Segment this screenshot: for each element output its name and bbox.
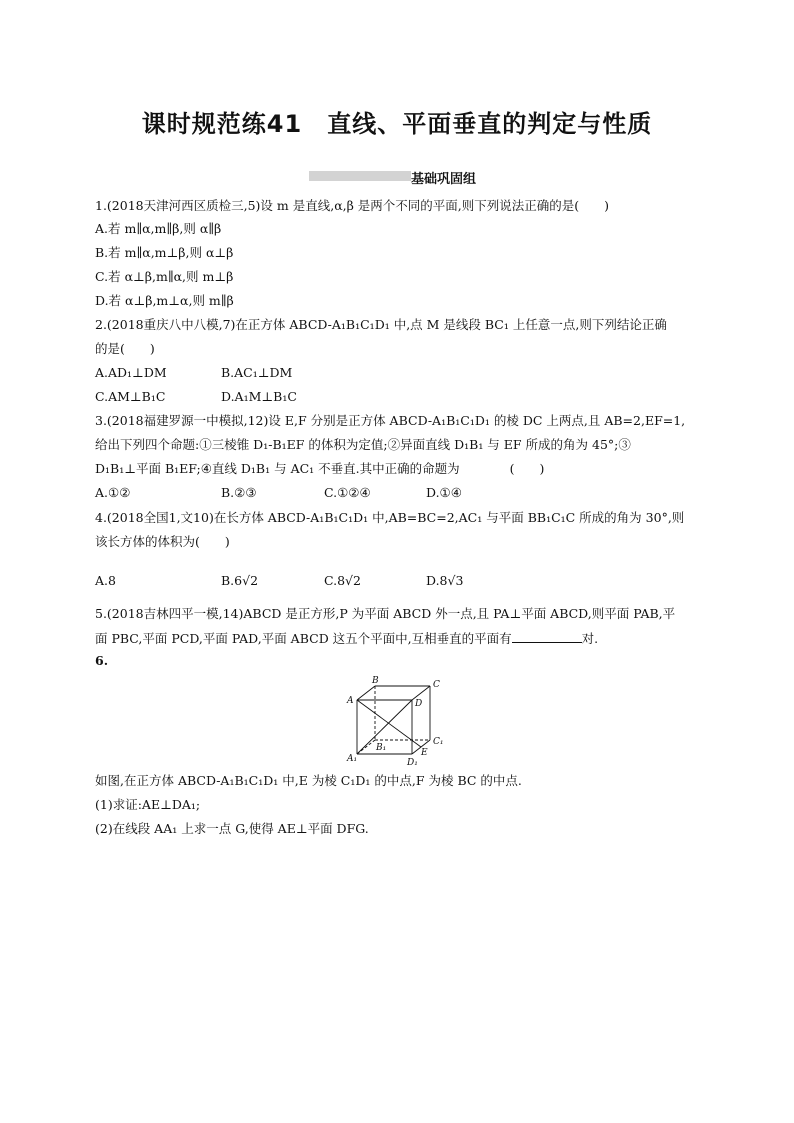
edge-dc [412,686,430,700]
q2-option-c: C.AM⊥B₁C [95,389,166,404]
q3-option-b: B.②③ [221,485,257,500]
q5-stem-text: 面 PBC,平面 PCD,平面 PAD,平面 ABCD 这五个平面中,互相垂直的平面有 [95,631,512,646]
label-B: B [372,676,379,686]
label-C1: C₁ [433,737,444,747]
q2-option-b: B.AC₁⊥DM [221,365,293,380]
q6-part1: (1)求证:AE⊥DA₁; [95,797,201,812]
q1-option-c: C.若 α⊥β,m∥α,则 m⊥β [95,269,234,284]
q1-option-a: A.若 m∥α,m∥β,则 α∥β [95,221,222,236]
q1-option-d: D.若 α⊥β,m⊥α,则 m∥β [95,293,234,308]
label-A: A [347,696,354,706]
cube-edges [357,686,430,754]
q2-stem-line2: 的是( ) [95,341,155,356]
label-A1: A₁ [347,754,358,764]
q3-stem-line2: 给出下列四个命题:①三棱锥 D₁-B₁EF 的体积为定值;②异面直线 D₁B₁ 与 EF 所成的角为 45°;③ [95,437,631,452]
q5-stem-line1: 5.(2018吉林四平一模,14)ABCD 是正方形,P 为平面 ABCD 外一点,且 PA⊥平面 ABCD,则平面 PAB,平 [95,606,676,621]
q6-part2: (2)在线段 AA₁ 上求一点 G,使得 AE⊥平面 DFG. [95,821,369,836]
label-B1: B₁ [376,743,387,753]
label-E: E [421,748,428,758]
q3-option-d: D.①④ [426,485,462,500]
section-title: 基础巩固组 [411,172,477,187]
edge-ab [357,686,375,700]
q4-option-c: C.8√2 [324,573,361,588]
q3-stem-line1: 3.(2018福建罗源一中模拟,12)设 E,F 分别是正方体 ABCD-A₁B₁C₁D₁ 的棱 DC 上两点,且 AB=2,EF=1, [95,413,686,428]
q5-stem-end: 对. [581,631,599,646]
q6-number: 6. [95,653,109,668]
q1-option-b: B.若 m∥α,m⊥β,则 α⊥β [95,245,234,260]
q2-stem-line1: 2.(2018重庆八中八模,7)在正方体 ABCD-A₁B₁C₁D₁ 中,点 M 是线段 BC₁ 上任意一点,则下列结论正确 [95,317,667,332]
cube-figure [345,672,455,772]
label-D: D [415,699,423,709]
q5-answer-blank [512,630,582,643]
q2-option-a: A.AD₁⊥DM [95,365,167,380]
q3-option-c: C.①②④ [324,485,371,500]
q4-stem-line1: 4.(2018全国1,文10)在长方体 ABCD-A₁B₁C₁D₁ 中,AB=BC=2,AC₁ 与平面 BB₁C₁C 所成的角为 30°,则 [95,510,685,525]
section-decor-bar [309,171,411,181]
page-title: 课时规范练41 直线、平面垂直的判定与性质 [141,110,653,138]
q4-option-a: A.8 [95,573,116,588]
q2-option-d: D.A₁M⊥B₁C [221,389,297,404]
q5-stem-line2 [95,630,598,648]
label-D1: D₁ [407,758,418,768]
q3-option-a: A.①② [95,485,131,500]
q3-stem-line3: D₁B₁⊥平面 B₁EF;④直线 D₁B₁ 与 AC₁ 不垂直.其中正确的命题为 ( ) [95,461,545,476]
label-C: C [433,680,440,690]
q4-stem-line2: 该长方体的体积为( ) [95,534,230,549]
q1-stem: 1.(2018天津河西区质检三,5)设 m 是直线,α,β 是两个不同的平面,则下列说法正确的是( ) [95,198,610,213]
q4-option-d: D.8√3 [426,573,464,588]
q6-stem: 如图,在正方体 ABCD-A₁B₁C₁D₁ 中,E 为棱 C₁D₁ 的中点,F 为棱 BC 的中点. [95,773,522,788]
q4-option-b: B.6√2 [221,573,259,588]
